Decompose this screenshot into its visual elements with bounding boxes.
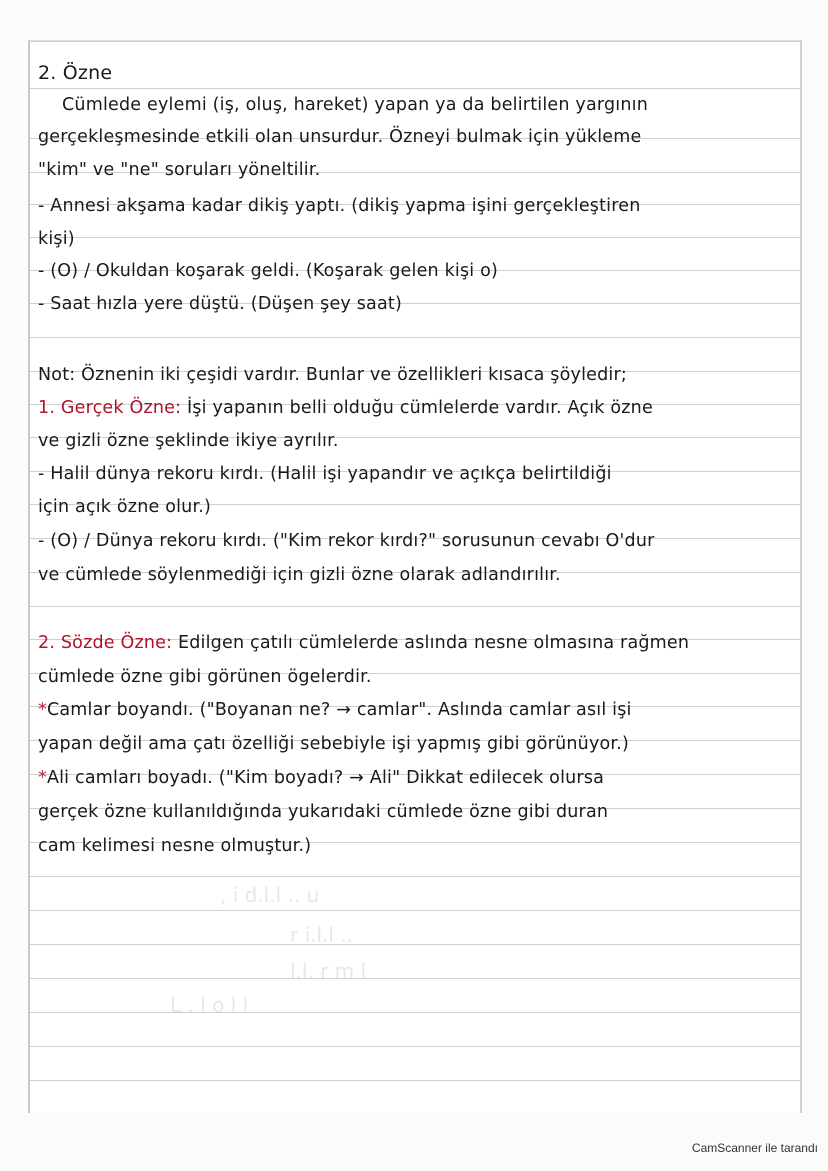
ruled-line [30,337,800,338]
section-2-line: cümlede özne gibi görünen ögelerdir. [38,667,372,687]
bleed-through-marks: r i.l.l .. [290,923,354,947]
section-2-text: Edilgen çatılı cümlelerde aslında nesne olmasına rağmen [172,633,690,653]
intro-line: Cümlede eylemi (iş, oluş, hareket) yapan ya da belirtilen yargının [62,95,648,115]
section-2-example [38,766,794,790]
example-line: kişi) [38,229,75,249]
example-line: - Saat hızla yere düştü. (Düşen şey saat) [38,294,402,314]
ruled-line [30,1012,800,1013]
section-2-first-line [38,631,794,655]
section-1-first-line [38,396,794,420]
ruled-line [30,910,800,911]
page-title: 2. Özne [38,62,113,84]
section-2-example [38,698,794,722]
bleed-through-marks: L . l o l l [170,993,249,1017]
ruled-line [30,876,800,877]
ruled-line [30,1046,800,1047]
notebook-page [28,40,802,1113]
scanner-credit: CamScanner ile tarandı [691,1141,818,1155]
bullet-star-icon: * [38,768,47,788]
section-2-heading: 2. Sözde Özne: [38,633,173,653]
section-1-text: İşi yapanın belli olduğu cümlelerde vardır. Açık özne [181,398,653,418]
section-1-heading: 1. Gerçek Özne: [38,398,182,418]
ruled-line [30,944,800,945]
section-1-line: - Halil dünya rekoru kırdı. (Halil işi yapandır ve açıkça belirtildiği [38,464,612,484]
example-line: - Annesi akşama kadar dikiş yaptı. (dikiş yapma işini gerçekleştiren [38,196,641,216]
bleed-through-marks: , i d.l.l .. u [220,883,320,907]
example-line: - (O) / Okuldan koşarak geldi. (Koşarak gelen kişi o) [38,261,499,281]
section-2-line: yapan değil ama çatı özelliği sebebiyle işi yapmış gibi görünüyor.) [38,734,629,754]
section-1-line: - (O) / Dünya rekoru kırdı. ("Kim rekor kırdı?" sorusunun cevabı O'dur [38,531,655,551]
intro-line: gerçekleşmesinde etkili olan unsurdur. Özneyi bulmak için yükleme [38,127,642,147]
bleed-through-marks: l.l. r m l [290,959,367,983]
ruled-line [30,41,800,42]
section-1-line: ve gizli özne şeklinde ikiye ayrılır. [38,431,339,451]
ruled-line [30,978,800,979]
ruled-line [30,606,800,607]
ruled-line [30,1080,800,1081]
intro-line: "kim" ve "ne" soruları yöneltilir. [38,160,321,180]
ruled-line [30,88,800,89]
section-2-example-text: Ali camları boyadı. ("Kim boyadı? → Ali" Dikkat edilecek olursa [46,768,605,788]
note-line: Not: Öznenin iki çeşidi vardır. Bunlar ve özellikleri kısaca şöyledir; [38,365,627,385]
section-2-line: cam kelimesi nesne olmuştur.) [38,836,312,856]
section-2-line: gerçek özne kullanıldığında yukarıdaki cümlede özne gibi duran [38,802,609,822]
bullet-star-icon: * [38,700,47,720]
section-1-line: ve cümlede söylenmediği için gizli özne olarak adlandırılır. [38,565,561,585]
section-1-line: için açık özne olur.) [38,497,212,517]
section-2-example-text: Camlar boyandı. ("Boyanan ne? → camlar". Aslında camlar asıl işi [46,700,632,720]
